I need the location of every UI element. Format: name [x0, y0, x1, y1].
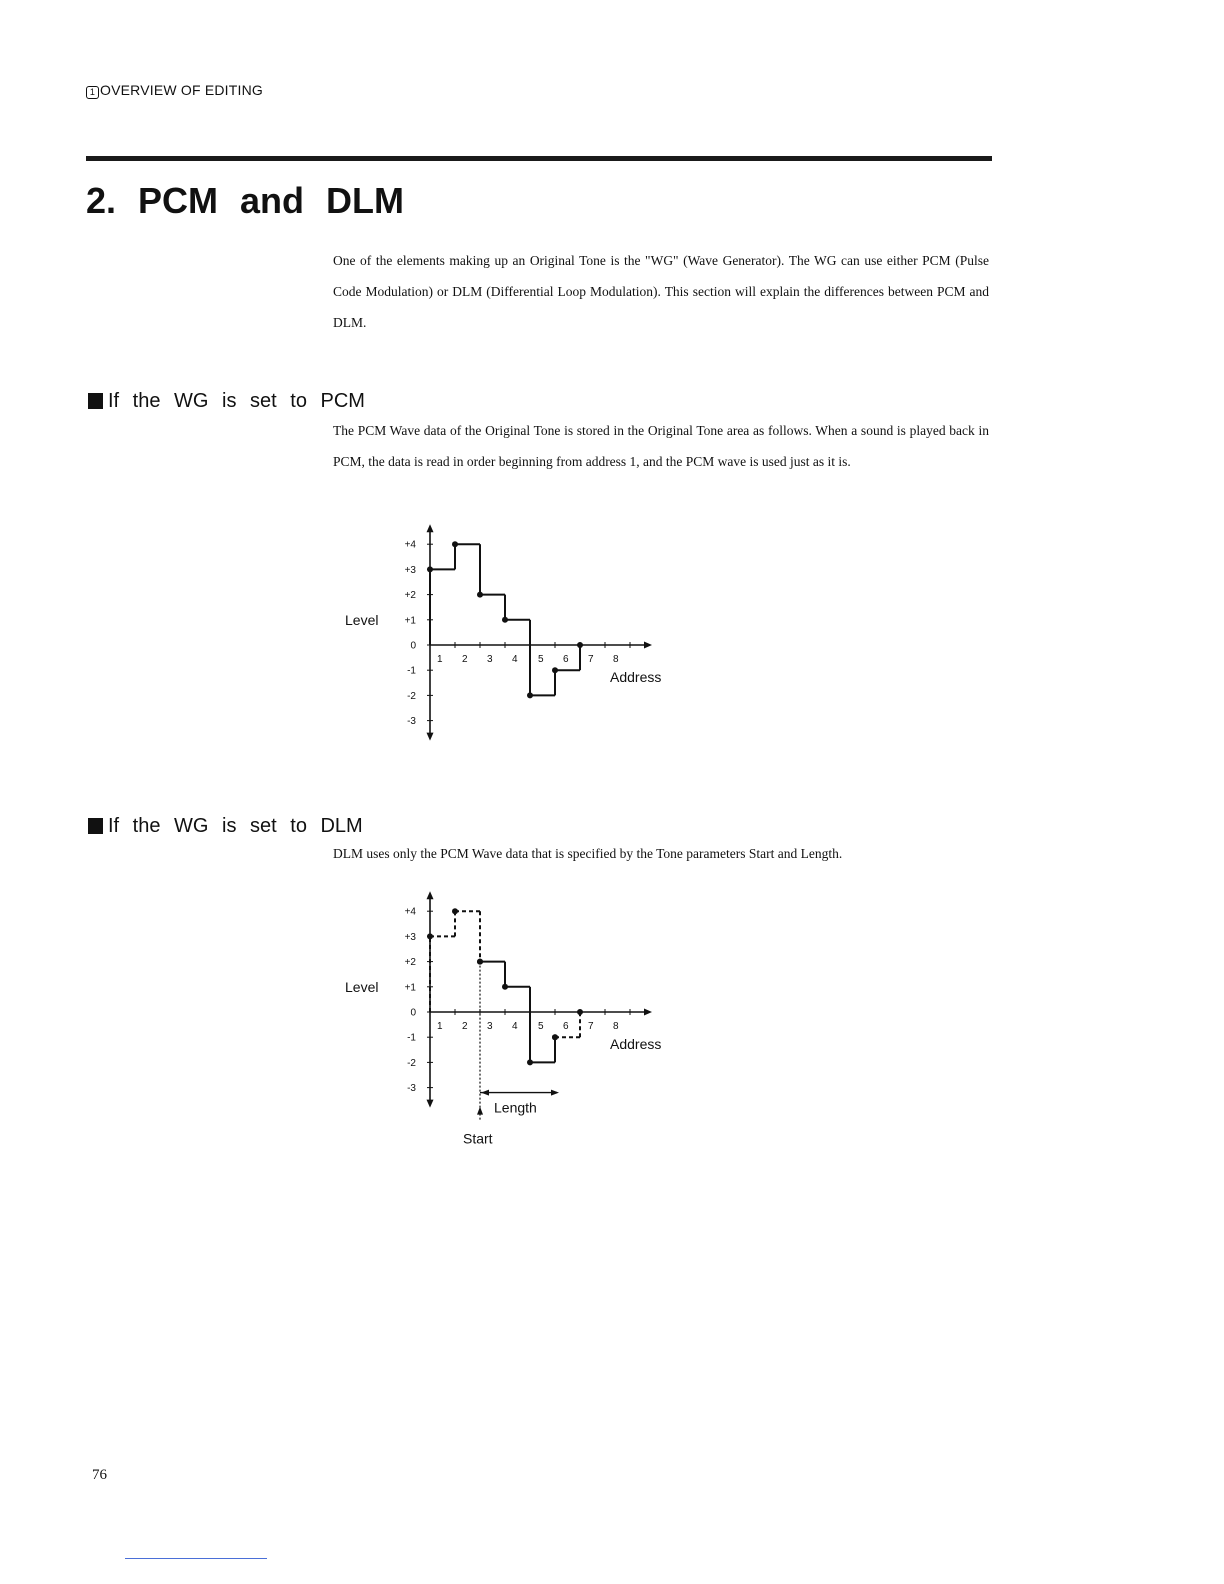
header-rule [86, 156, 992, 161]
y-tick-label: +1 [404, 982, 416, 994]
dlm-heading-text: If the WG is set to DLM [108, 815, 363, 837]
data-point [452, 541, 458, 547]
data-point [577, 642, 583, 648]
x-tick-label: 4 [512, 654, 518, 665]
y-axis-arrow-up-icon [427, 524, 434, 532]
x-tick-label: 7 [588, 1021, 594, 1032]
data-point [577, 1009, 583, 1015]
data-point [527, 1059, 533, 1065]
bullet-square-icon [88, 818, 103, 834]
bullet-square-icon [88, 393, 103, 409]
y-tick-label: -1 [407, 1032, 416, 1044]
x-tick-label: 4 [512, 1021, 518, 1032]
y-tick-label: +2 [404, 590, 416, 602]
y-axis-arrow-down-icon [427, 1100, 434, 1108]
data-point [502, 984, 508, 990]
start-arrow-up-icon [477, 1107, 483, 1115]
y-tick-label: +3 [404, 564, 416, 576]
y-axis-label: Level [345, 978, 379, 995]
x-axis-label: Address [610, 669, 662, 685]
x-tick-label: 5 [538, 1021, 544, 1032]
y-tick-label: +4 [404, 539, 416, 551]
data-point [527, 692, 533, 698]
data-point [452, 908, 458, 914]
y-tick-label: +3 [404, 931, 416, 943]
x-tick-label: 2 [462, 1021, 468, 1032]
y-tick-label: -3 [407, 1083, 416, 1095]
x-tick-label: 1 [437, 654, 443, 665]
y-tick-label: +2 [404, 957, 416, 969]
data-point [552, 1034, 558, 1040]
x-tick-label: 6 [563, 1021, 569, 1032]
data-point [552, 667, 558, 673]
start-label: Start [463, 1130, 493, 1147]
chapter-number-badge: 1 [86, 86, 99, 99]
y-tick-label: +4 [404, 906, 416, 918]
section-header [86, 82, 263, 99]
dlm-level-address-chart [330, 877, 710, 1152]
pcm-paragraph: The PCM Wave data of the Original Tone is stored in the Original Tone area as follows. When a sound is played back in PCM, the data is read in order beginning from address 1, and the PCM wave is used just as it is. [333, 423, 989, 469]
x-tick-label: 5 [538, 654, 544, 665]
x-tick-label: 8 [613, 654, 619, 665]
y-tick-label: 0 [410, 640, 416, 652]
x-axis-arrow-icon [644, 642, 652, 649]
page-number: 76 [92, 1467, 107, 1483]
x-tick-label: 3 [487, 654, 493, 665]
data-point [477, 592, 483, 598]
pcm-heading-text: If the WG is set to PCM [108, 390, 365, 412]
x-tick-label: 2 [462, 654, 468, 665]
page-title: 2. PCM and DLM [86, 180, 405, 221]
y-tick-label: -3 [407, 716, 416, 728]
y-axis-arrow-up-icon [427, 891, 434, 899]
dlm-paragraph: DLM uses only the PCM Wave data that is specified by the Tone parameters Start and Length. [333, 846, 843, 861]
x-tick-label: 7 [588, 654, 594, 665]
intro-paragraph: One of the elements making up an Original Tone is the "WG" (Wave Generator). The WG can use either PCM (Pulse Code Modulation) or DLM (Differential Loop Modulation). This section will explain the differences between PCM and DLM. [333, 253, 989, 330]
y-axis-arrow-down-icon [427, 733, 434, 741]
dlm-heading [88, 815, 363, 838]
pcm-level-address-chart [330, 510, 710, 755]
y-tick-label: 0 [410, 1007, 416, 1019]
x-tick-label: 6 [563, 654, 569, 665]
x-tick-label: 3 [487, 1021, 493, 1032]
y-tick-label: -1 [407, 665, 416, 677]
section-label: OVERVIEW OF EDITING [100, 82, 264, 98]
x-tick-label: 1 [437, 1021, 443, 1032]
y-axis-label: Level [345, 611, 379, 628]
y-tick-label: -2 [407, 1057, 416, 1069]
length-arrow-right-icon [551, 1090, 559, 1096]
data-point [502, 617, 508, 623]
pcm-heading [88, 390, 365, 413]
data-point [427, 933, 433, 939]
data-point [477, 959, 483, 965]
length-arrow-left-icon [481, 1090, 489, 1096]
x-axis-arrow-icon [644, 1009, 652, 1016]
x-axis-label: Address [610, 1036, 662, 1052]
footer-rule [125, 1558, 267, 1559]
data-point [427, 566, 433, 572]
y-tick-label: -2 [407, 690, 416, 702]
y-tick-label: +1 [404, 615, 416, 627]
length-label: Length [494, 1099, 537, 1116]
x-tick-label: 8 [613, 1021, 619, 1032]
